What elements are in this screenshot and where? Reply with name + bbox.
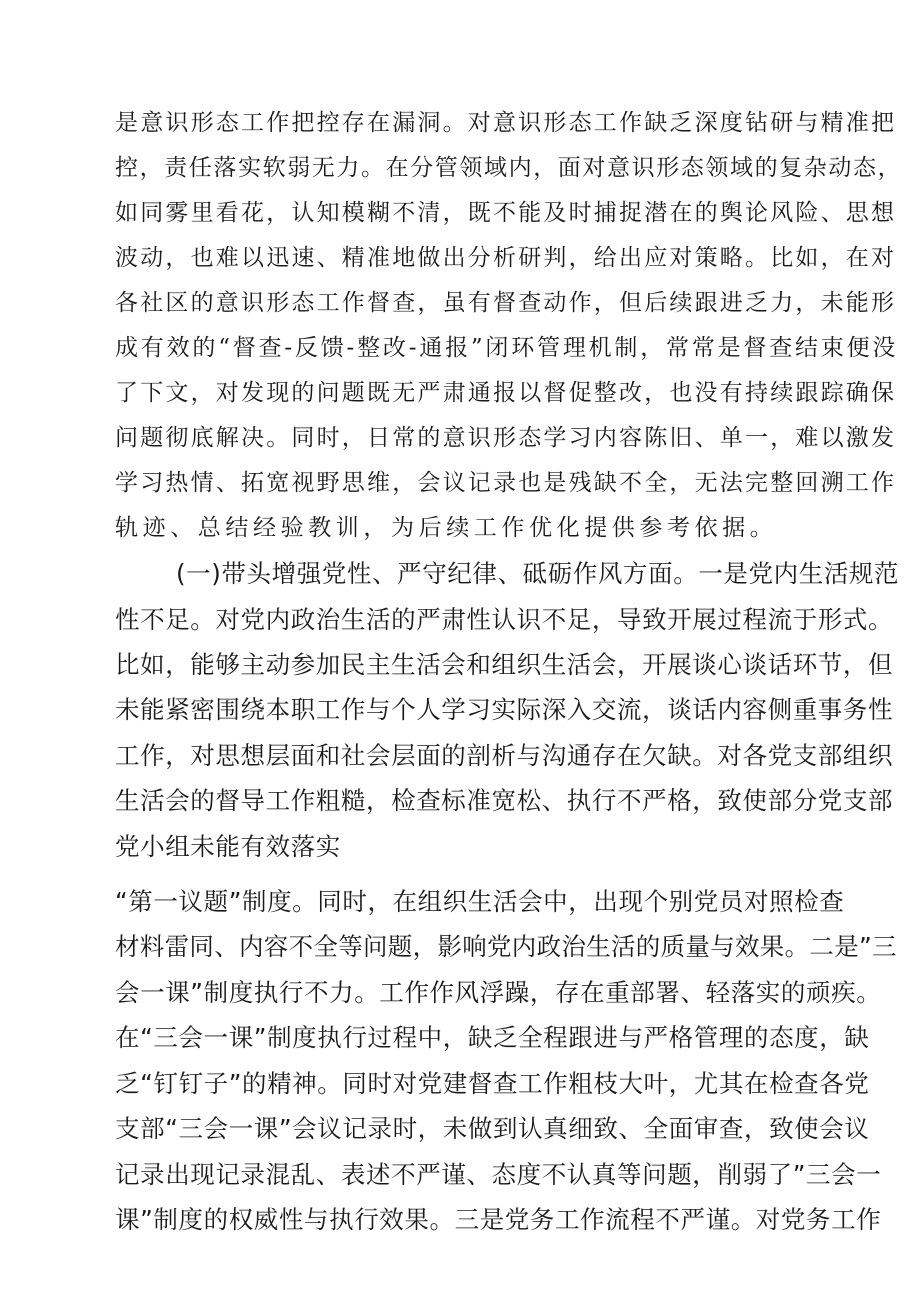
text-line: 会一课”制度执行不力。工作作风浮躁，存在重部署、轻落实的顽疾。 (115, 978, 882, 1007)
text-line: 材料雷同、内容不全等问题，影响党内政治生活的质量与效果。二是”三 (115, 932, 897, 961)
text-line: 支部“三会一课”会议记录时，未做到认真细致、全面审查，致使会议 (115, 1114, 870, 1143)
text-line: 学习热情、拓宽视野思维，会议记录也是残缺不全，无法完整回溯工作 (115, 470, 897, 496)
text-line: 性不足。对党内政治生活的严肃性认识不足，导致开展过程流于形式。 (115, 605, 894, 634)
text-line: 课”制度的权威性与执行效果。三是党务工作流程不严谨。对党务工作 (115, 1205, 882, 1234)
text-line: 成有效的“督查-反馈-整改-通报”闭环管理机制，常常是督查结束便没 (115, 335, 899, 361)
text-line: “第一议题”制度。同时，在组织生活会中，出现个别党员对照检查 (115, 887, 845, 916)
text-line: 轨迹、总结经验教训，为后续工作优化提供参考依据。 (115, 515, 778, 541)
text-line: 是意识形态工作把控存在漏洞。对意识形态工作缺乏深度钻研与精准把 (115, 110, 897, 136)
text-line: 党小组未能有效落实 (115, 832, 341, 861)
text-line: 各社区的意识形态工作督查，虽有督查动作，但后续跟进乏力，未能形 (115, 290, 897, 316)
text-line: 如同雾里看花，认知模糊不清，既不能及时捕捉潜在的舆论风险、思想 (115, 200, 897, 226)
text-line: 控，责任落实软弱无力。在分管领域内，面对意识形态领域的复杂动态， (115, 155, 903, 181)
section-heading-line: (一)带头增强党性、严守纪律、砥砺作风方面。一是党内生活规范 (176, 559, 900, 588)
text-line: 乏“钉钉子”的精神。同时对党建督查工作粗枝大叶，尤其在检查各党 (115, 1069, 870, 1098)
text-line: 未能紧密围绕本职工作与个人学习实际深入交流，谈话内容侧重事务性 (115, 695, 894, 724)
text-line: 工作，对思想层面和社会层面的剖析与沟通存在欠缺。对各党支部组织 (115, 741, 894, 770)
text-line: 在“三会一课”制度执行过程中，缺乏全程跟进与严格管理的态度，缺 (115, 1023, 870, 1052)
text-line: 了下文，对发现的问题既无严肃通报以督促整改，也没有持续跟踪确保 (115, 380, 897, 406)
text-line: 比如，能够主动参加民主生活会和组织生活会，开展谈心谈话环节，但 (115, 650, 894, 679)
text-line: 记录出现记录混乱、表述不严谨、态度不认真等问题，削弱了”三会一 (115, 1160, 882, 1189)
text-line: 生活会的督导工作粗糙，检查标准宽松、执行不严格，致使部分党支部 (115, 786, 894, 815)
text-line: 问题彻底解决。同时，日常的意识形态学习内容陈旧、单一，难以激发 (115, 425, 897, 451)
text-line: 波动，也难以迅速、精准地做出分析研判，给出应对策略。比如，在对 (115, 245, 897, 271)
